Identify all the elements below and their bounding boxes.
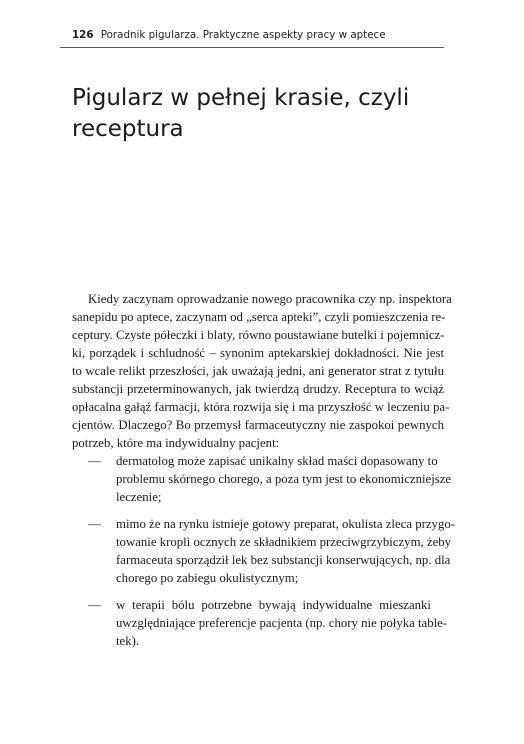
book-title: Poradnik pigularza. Praktyczne aspekty pracy w aptece	[100, 29, 386, 41]
list-item-line: uwzględniające preferencje pacjenta (np. chory nie połyka table-	[116, 616, 448, 630]
paragraph-line: cjentów. Dlaczego? Bo przemysł farmaceutyczny nie zaspokoi pewnych	[72, 418, 444, 432]
chapter-title-line: Pigularz w pełnej krasie, czyli	[72, 85, 410, 111]
list-item-line: problemu skórnego chorego, a poza tym jest to ekonomiczniejsze	[116, 472, 452, 486]
running-header	[72, 29, 444, 41]
list-item-line: tek).	[116, 634, 140, 648]
paragraph-line: sanepidu po aptece, zaczynam od „serca apteki”, czyli pomieszczenia re-	[72, 310, 446, 324]
paragraph-line: to wcale relikt przeszłości, jak uważają jedni, ani generator strat z tytułu	[72, 364, 444, 378]
list-item-line: dermatolog może zapisać unikalny skład maści dopasowany to	[116, 454, 438, 468]
paragraph-line: ceptury. Czyste półeczki i blaty, równo poustawiane butelki i pojemnicz-	[72, 328, 445, 342]
paragraph-line: substancji przeterminowanych, jak twierdzą drudzy. Receptura to wciąż	[72, 382, 444, 396]
paragraph-line: potrzeb, które ma indywidualny pacjent:	[72, 436, 280, 450]
list-item-line: chorego po zabiegu okulistycznym;	[116, 571, 299, 585]
page-number: 126	[72, 29, 94, 41]
list-item-line: farmaceuta sporządził lek bez substancji konserwujących, np. dla	[116, 553, 451, 567]
list-dash: —	[88, 517, 101, 531]
paragraph-line: opłacalna gałąź farmacji, która rozwija się i ma przyszłość w leczeniu pa-	[72, 400, 450, 414]
list-item-line: w terapii bólu potrzebne bywają indywidualne mieszanki	[116, 598, 431, 612]
list-item-line: leczenie;	[116, 490, 162, 504]
list-item-line: mimo że na rynku istnieje gotowy preparat, okulista zleca przygo-	[116, 517, 456, 531]
paragraph-line: ki, porządek i schludność – synonim aptekarskiej dokładności. Nie jest	[72, 346, 444, 360]
header-rule	[60, 47, 444, 48]
list-dash: —	[88, 598, 101, 612]
paragraph-line: Kiedy zaczynam oprowadzanie nowego pracownika czy np. inspektora	[88, 292, 452, 306]
chapter-title	[72, 83, 452, 145]
list-item-line: towanie kropli ocznych ze składnikiem przeciwgrzybiczym, żeby	[116, 535, 452, 549]
list-dash: —	[88, 454, 101, 468]
chapter-title-line: receptura	[72, 116, 184, 142]
